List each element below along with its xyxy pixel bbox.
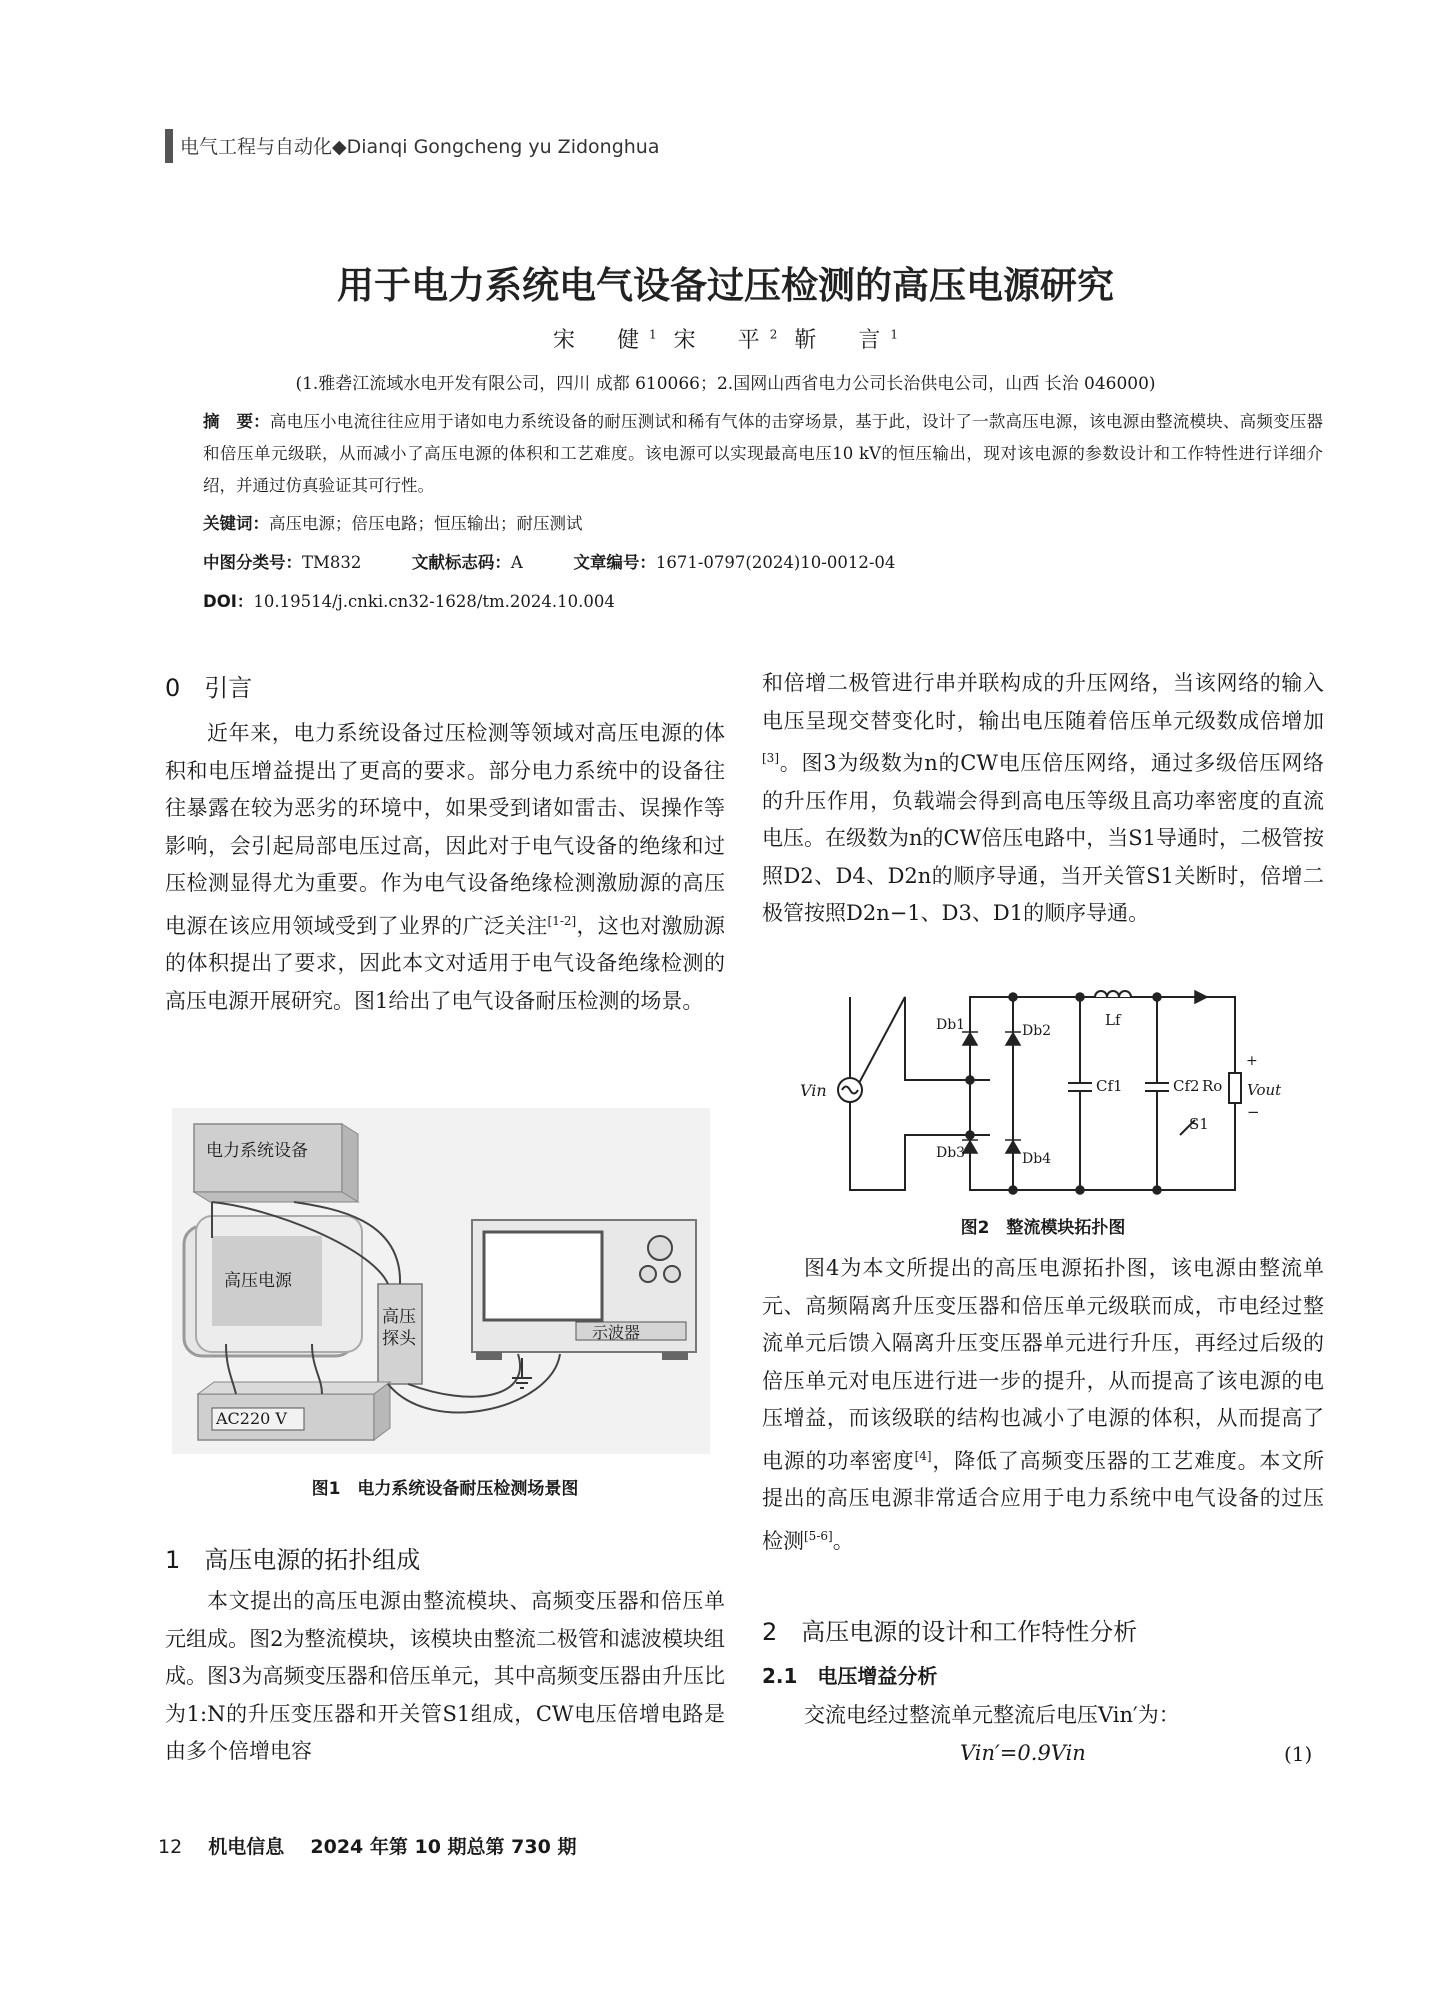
doc-code-label: 文献标志码： (411, 553, 511, 572)
probe-label-line: 探头 (382, 1329, 416, 1349)
doi-label: DOI： (203, 592, 254, 611)
resistor-ro (1229, 1073, 1241, 1103)
abstract (203, 406, 1323, 502)
label-minus: − (1247, 1103, 1260, 1121)
section-1-heading: 1 高压电源的拓扑组成 (165, 1546, 421, 1574)
doc-code-value: A (510, 553, 523, 572)
header-marker (165, 129, 173, 163)
keywords-text: 高压电源；倍压电路；恒压输出；耐压测试 (269, 514, 583, 533)
author-name: 靳 言 (794, 328, 891, 353)
author-name: 宋 健 (553, 328, 650, 353)
section-2-1-heading: 2.1 电压增益分析 (762, 1664, 938, 1688)
author-list (0, 323, 1451, 354)
ground-symbol (512, 1358, 532, 1388)
junction-node (1076, 1186, 1084, 1194)
paragraph-text: 。图3为级数为n的CW电压倍压网络，通过多级倍压网络的升压作用，负载端会得到高电压等级且高功率密度的直流电压。在级数为n的CW倍压电路中，当S1导通时，二极管按照D2、D4、D2n的顺序导通，当开关管S1关断时，倍增二极管按照D2n−1、D3、D1的顺序导通。 (762, 751, 1324, 925)
paragraph-text: 。 (832, 1528, 854, 1553)
page-footer (158, 1832, 576, 1859)
capacitor-cf2 (1145, 997, 1169, 1190)
capacitor-cf1 (1068, 997, 1092, 1190)
article-no-label: 文章编号： (573, 553, 656, 572)
author-name: 宋 平 (673, 328, 770, 353)
label-db4: Db4 (1022, 1151, 1052, 1167)
author-sup: 2 (769, 327, 778, 342)
label-vout: Vout (1247, 1081, 1282, 1099)
supply-label: 高压电源 (224, 1271, 292, 1291)
paragraph-text: 近年来，电力系统设备过压检测等领域对高压电源的体积和电压增益提出了更高的要求。部分电力系统中的设备往往暴露在较为恶劣的环境中，如果受到诸如雷击、误操作等影响，会引起局部电压过高，因此对于电气设备的绝缘和过压检测显得尤为重要。作为电气设备绝缘检测激励源的高压电源在该应用领域受到了业界的广泛关注 (165, 721, 725, 938)
topology-paragraph (762, 1250, 1324, 1560)
label-db2: Db2 (1022, 1023, 1052, 1039)
junction-node (1009, 993, 1017, 1001)
classification-line (203, 549, 895, 573)
cw-network-paragraph (762, 665, 1324, 933)
figure-2-caption: 图2 整流模块拓扑图 (960, 1218, 1126, 1238)
article-no-value: 1671-0797(2024)10-0012-04 (655, 553, 896, 572)
junction-node (1153, 1186, 1161, 1194)
junction-node (1009, 1186, 1017, 1194)
label-ro: Ro (1202, 1077, 1223, 1095)
affiliation: (1.雅砻江流域水电开发有限公司，四川 成都 610066；2.国网山西省电力公司长治供电公司，山西 长治 046000) (295, 374, 1156, 394)
scope-label: 示波器 (592, 1323, 641, 1342)
clc-value: TM832 (302, 553, 362, 572)
ac-box-top (198, 1382, 390, 1394)
paragraph-text: ，降低了高频变压器的工艺难度。本文所提出的高压电源非常适合应用于电力系统中电气设备的过压检测 (762, 1448, 1325, 1553)
equipment-box-bottom (194, 1192, 358, 1202)
section-2-heading: 2 高压电源的设计和工作特性分析 (762, 1618, 1138, 1646)
page-number: 12 (158, 1836, 183, 1858)
citation: [1-2] (547, 913, 577, 928)
wire (970, 997, 1013, 1190)
keywords (203, 510, 583, 534)
paragraph-text: 图4为本文所提出的高压电源拓扑图，该电源由整流单元、高频隔离升压变压器和倍压单元级联而成，市电经过整流单元后馈入隔离升压变压器单元进行升压，再经过后级的倍压单元对电压进行进一步的提升，从而提高了该电源的电压增益，而该级联的结构也减小了电源的体积，从而提高了电源的功率密度 (762, 1256, 1324, 1473)
running-header: 电气工程与自动化◆Dianqi Gongcheng yu Zidonghua (180, 136, 660, 158)
section-0-heading: 0 引言 (165, 674, 253, 702)
diode-db3 (963, 1141, 977, 1153)
citation: [4] (914, 1448, 932, 1463)
issue-info: 2024 年第 10 期总第 730 期 (310, 1836, 577, 1858)
label-s1: S1 (1189, 1115, 1209, 1133)
scope-foot (476, 1352, 502, 1360)
doi-line (203, 588, 615, 612)
junction-node (1153, 993, 1161, 1001)
probe-label-line: 高压 (382, 1307, 416, 1327)
diode-db1 (963, 1033, 977, 1045)
label-db3: Db3 (936, 1145, 966, 1161)
equipment-label: 电力系统设备 (206, 1141, 308, 1161)
inductor-lf (1095, 991, 1131, 997)
journal-name: 机电信息 (208, 1836, 285, 1858)
author-sup: 1 (649, 327, 657, 342)
equation-1: Vin′=0.9Vin (960, 1741, 1086, 1765)
scope-screen (484, 1232, 602, 1320)
doi-value: 10.19514/j.cnki.cn32-1628/tm.2024.10.004 (253, 592, 615, 611)
scope-knob (648, 1236, 672, 1260)
junction-node (1076, 993, 1084, 1001)
author-sup: 1 (890, 327, 898, 342)
label-cf2: Cf2 (1173, 1077, 1200, 1095)
paragraph-text: ，这也对激励源的体积提出了要求，因此本文对适用于电气设备绝缘检测的高压电源开展研究。图1给出了电气设备耐压检测的场景。 (165, 913, 726, 1013)
label-plus: + (1246, 1053, 1258, 1069)
junction-node (966, 1076, 974, 1084)
label-cf1: Cf1 (1096, 1077, 1123, 1095)
figure-2 (800, 985, 1290, 1200)
scope-knob (664, 1266, 680, 1282)
equation-number: (1) (1284, 1742, 1313, 1766)
keywords-label: 关键词： (203, 514, 269, 533)
citation: [3] (762, 751, 779, 765)
section-1-paragraph: 本文提出的高压电源由整流模块、高频变压器和倍压单元组成。图2为整流模块，该模块由整流二极管和滤波模块组成。图3为高频变压器和倍压单元，其中高频变压器由升压比为1:N的升压变压器和开关管S1组成，CW电压倍增电路是由多个倍增电容 (165, 1589, 725, 1763)
wire (408, 1354, 520, 1397)
figure-1-caption: 图1 电力系统设备耐压检测场景图 (311, 1479, 579, 1499)
paper-title: 用于电力系统电气设备过压检测的高压电源研究 (337, 264, 1114, 307)
probe-label (382, 1306, 416, 1350)
figure-1 (172, 1108, 710, 1454)
section-2-1-paragraph: 交流电经过整流单元整流后电压Vin′为： (804, 1703, 1180, 1727)
junction-node (966, 1131, 974, 1139)
wire (970, 1080, 990, 1135)
diode-db4 (1006, 1141, 1020, 1153)
paragraph-text: 和倍增二极管进行串并联构成的升压网络，当该网络的输入电压呈现交替变化时，输出电压随着倍压单元级数成倍增加 (762, 671, 1324, 733)
scope-knob (640, 1266, 656, 1282)
clc-label: 中图分类号： (203, 553, 302, 572)
abstract-label: 摘 要： (203, 412, 270, 431)
label-db1: Db1 (936, 1017, 966, 1033)
label-lf: Lf (1105, 1011, 1121, 1029)
scope-foot (662, 1352, 688, 1360)
diode-db2 (1006, 1033, 1020, 1045)
label-vin: Vin (800, 1081, 827, 1100)
citation: [5-6] (804, 1528, 833, 1543)
section-0-paragraph (165, 715, 725, 1020)
ac-label: AC220 V (216, 1409, 287, 1428)
abstract-text: 高电压小电流往往应用于诸如电力系统设备的耐压测试和稀有气体的击穿场景，基于此，设计了一款高压电源，该电源由整流模块、高频变压器和倍压单元级联，从而减小了高压电源的体积和工艺难度。该电源可以实现最高电压10 kV的恒压输出，现对该电源的参数设计和工作特性进行详细介绍，并通过仿真验证其可行性。 (203, 412, 1324, 495)
current-arrow (1195, 991, 1207, 1003)
equipment-box-side (342, 1124, 358, 1202)
